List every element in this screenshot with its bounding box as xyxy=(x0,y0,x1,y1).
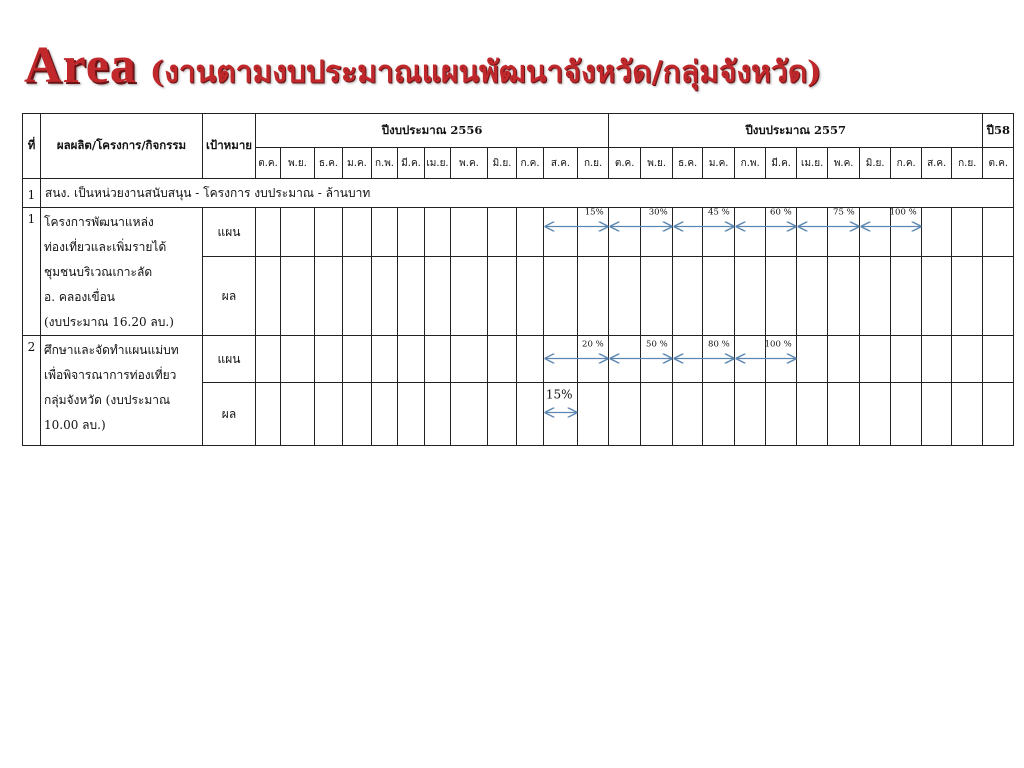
project-name-line: อ. คลองเขื่อน xyxy=(44,290,115,304)
month-cell xyxy=(578,336,609,383)
month-cell xyxy=(451,383,488,446)
month-cell xyxy=(983,336,1014,383)
project-name-line: กลุ่มจังหวัด (งบประมาณ xyxy=(44,393,171,407)
month-cell xyxy=(860,208,891,257)
month-cell xyxy=(256,383,281,446)
month-cell xyxy=(891,257,922,336)
month-cell xyxy=(517,336,544,383)
month-cell xyxy=(797,336,828,383)
header-year-58: ปี58 xyxy=(983,114,1014,148)
progress-label: 75 % xyxy=(833,207,855,218)
result-label: ผล xyxy=(203,257,256,336)
title-subtitle: (งานตามงบประมาณแผนพัฒนาจังหวัด/กลุ่มจังหวัด) xyxy=(149,55,822,90)
plan-label: แผน xyxy=(203,208,256,257)
month-header: ก.ค. xyxy=(891,148,922,179)
month-cell xyxy=(891,383,922,446)
progress-label: 15% xyxy=(584,207,604,218)
month-cell xyxy=(735,383,766,446)
month-cell xyxy=(398,257,425,336)
month-cell xyxy=(766,383,797,446)
month-cell xyxy=(609,383,641,446)
month-cell xyxy=(641,208,673,257)
month-header: ต.ค. xyxy=(256,148,281,179)
month-cell xyxy=(891,208,922,257)
project-name xyxy=(41,336,203,446)
month-cell xyxy=(609,257,641,336)
month-cell xyxy=(544,208,578,257)
header-target: เป้าหมาย xyxy=(203,114,256,179)
month-header: เม.ย. xyxy=(425,148,451,179)
month-header: ส.ค. xyxy=(922,148,952,179)
month-cell xyxy=(315,257,343,336)
month-cell xyxy=(766,257,797,336)
month-cell xyxy=(398,336,425,383)
progress-label: 100 % xyxy=(764,339,792,350)
month-cell xyxy=(860,383,891,446)
month-header: ก.ย. xyxy=(952,148,983,179)
month-header: พ.ค. xyxy=(828,148,860,179)
month-cell xyxy=(578,208,609,257)
project-name-line: 10.00 ลบ.) xyxy=(44,418,106,432)
month-cell xyxy=(372,383,398,446)
month-cell xyxy=(703,336,735,383)
month-cell xyxy=(425,257,451,336)
month-header: ต.ค. xyxy=(609,148,641,179)
header-output: ผลผลิต/โครงการ/กิจกรรม xyxy=(41,114,203,179)
project-name-line: (งบประมาณ 16.20 ลบ.) xyxy=(44,315,174,329)
month-cell xyxy=(281,336,315,383)
month-cell xyxy=(315,383,343,446)
month-cell xyxy=(797,257,828,336)
month-cell xyxy=(922,257,952,336)
month-cell xyxy=(315,336,343,383)
project-name-line: ท่องเที่ยวและเพิ่มรายได้ xyxy=(44,240,167,254)
month-cell xyxy=(828,383,860,446)
month-header: ก.พ. xyxy=(735,148,766,179)
month-header: ธ.ค. xyxy=(673,148,703,179)
month-cell xyxy=(828,336,860,383)
month-header: มิ.ย. xyxy=(488,148,517,179)
progress-label: 45 % xyxy=(708,207,730,218)
month-cell xyxy=(343,383,372,446)
month-cell xyxy=(488,257,517,336)
project-name xyxy=(41,208,203,336)
month-cell xyxy=(983,208,1014,257)
month-cell xyxy=(735,208,766,257)
month-cell xyxy=(398,208,425,257)
month-cell xyxy=(860,257,891,336)
header-no: ที่ xyxy=(23,114,41,179)
month-cell xyxy=(766,336,797,383)
month-cell xyxy=(703,257,735,336)
month-cell xyxy=(425,336,451,383)
progress-label: 100 % xyxy=(889,207,917,218)
month-cell xyxy=(578,257,609,336)
month-header: ม.ค. xyxy=(703,148,735,179)
month-cell xyxy=(517,257,544,336)
month-header: มี.ค. xyxy=(766,148,797,179)
month-cell xyxy=(797,208,828,257)
month-cell xyxy=(488,208,517,257)
plan-label: แผน xyxy=(203,336,256,383)
month-cell xyxy=(398,383,425,446)
header-year-2557: ปีงบประมาณ 2557 xyxy=(609,114,983,148)
month-header: ก.ย. xyxy=(578,148,609,179)
month-cell xyxy=(891,336,922,383)
month-header: ต.ค. xyxy=(983,148,1014,179)
month-cell xyxy=(517,208,544,257)
header-year-2556: ปีงบประมาณ 2556 xyxy=(256,114,609,148)
month-cell xyxy=(343,336,372,383)
month-cell xyxy=(735,336,766,383)
title-main: Area xyxy=(24,37,137,94)
month-cell xyxy=(828,257,860,336)
month-header: พ.ย. xyxy=(641,148,673,179)
project-name-line: โครงการพัฒนาแหล่ง xyxy=(44,215,154,229)
progress-label: 60 % xyxy=(770,207,792,218)
month-cell xyxy=(281,208,315,257)
month-cell xyxy=(372,257,398,336)
month-cell xyxy=(256,208,281,257)
month-cell xyxy=(673,383,703,446)
month-cell xyxy=(517,383,544,446)
month-cell xyxy=(983,383,1014,446)
result-label: ผล xyxy=(203,383,256,446)
month-cell xyxy=(641,336,673,383)
month-cell xyxy=(922,383,952,446)
month-header: ม.ค. xyxy=(343,148,372,179)
project-name-line: เพื่อพิจารณาการท่องเที่ยว xyxy=(44,368,177,382)
month-cell xyxy=(673,208,703,257)
month-header: เม.ย. xyxy=(797,148,828,179)
month-header: ส.ค. xyxy=(544,148,578,179)
month-header: มิ.ย. xyxy=(860,148,891,179)
month-cell xyxy=(766,208,797,257)
progress-label: 15% xyxy=(545,387,573,402)
month-header: ธ.ค. xyxy=(315,148,343,179)
month-cell xyxy=(544,336,578,383)
month-cell xyxy=(735,257,766,336)
progress-label: 50 % xyxy=(646,339,668,350)
month-cell xyxy=(609,336,641,383)
month-cell xyxy=(451,208,488,257)
section-text: สนง. เป็นหน่วยงานสนับสนุน - โครงการ งบประมาณ - ล้านบาท xyxy=(41,179,1014,208)
month-cell xyxy=(343,208,372,257)
project-name-line: ศึกษาและจัดทำแผนแม่บท xyxy=(44,343,179,357)
month-cell xyxy=(544,383,578,446)
month-cell xyxy=(343,257,372,336)
month-cell xyxy=(952,383,983,446)
month-cell xyxy=(544,257,578,336)
month-cell xyxy=(281,257,315,336)
project-no: 1 xyxy=(23,208,41,336)
month-header: มี.ค. xyxy=(398,148,425,179)
month-cell xyxy=(703,383,735,446)
month-cell xyxy=(609,208,641,257)
month-cell xyxy=(256,336,281,383)
month-cell xyxy=(673,336,703,383)
month-cell xyxy=(922,336,952,383)
month-cell xyxy=(673,257,703,336)
section-no: 1 xyxy=(23,179,41,208)
month-cell xyxy=(828,208,860,257)
month-cell xyxy=(797,383,828,446)
month-cell xyxy=(983,257,1014,336)
month-cell xyxy=(451,257,488,336)
month-cell xyxy=(488,336,517,383)
month-cell xyxy=(952,336,983,383)
month-header: ก.ค. xyxy=(517,148,544,179)
month-cell xyxy=(372,208,398,257)
month-cell xyxy=(315,208,343,257)
month-cell xyxy=(922,208,952,257)
month-header: พ.ค. xyxy=(451,148,488,179)
page-title xyxy=(24,36,821,100)
month-cell xyxy=(451,336,488,383)
progress-label: 30% xyxy=(648,207,668,218)
month-cell xyxy=(372,336,398,383)
month-cell xyxy=(860,336,891,383)
month-cell xyxy=(425,383,451,446)
project-name-line: ชุมชนบริเวณเกาะลัด xyxy=(44,265,153,279)
month-cell xyxy=(488,383,517,446)
month-cell xyxy=(641,257,673,336)
project-no: 2 xyxy=(23,336,41,446)
month-cell xyxy=(281,383,315,446)
month-cell xyxy=(703,208,735,257)
month-cell xyxy=(952,208,983,257)
progress-label: 20 % xyxy=(582,339,604,350)
month-cell xyxy=(641,383,673,446)
month-header: พ.ย. xyxy=(281,148,315,179)
month-cell xyxy=(425,208,451,257)
project-schedule-table xyxy=(22,113,1014,446)
month-cell xyxy=(256,257,281,336)
month-header: ก.พ. xyxy=(372,148,398,179)
progress-label: 80 % xyxy=(708,339,730,350)
month-cell xyxy=(578,383,609,446)
month-cell xyxy=(952,257,983,336)
